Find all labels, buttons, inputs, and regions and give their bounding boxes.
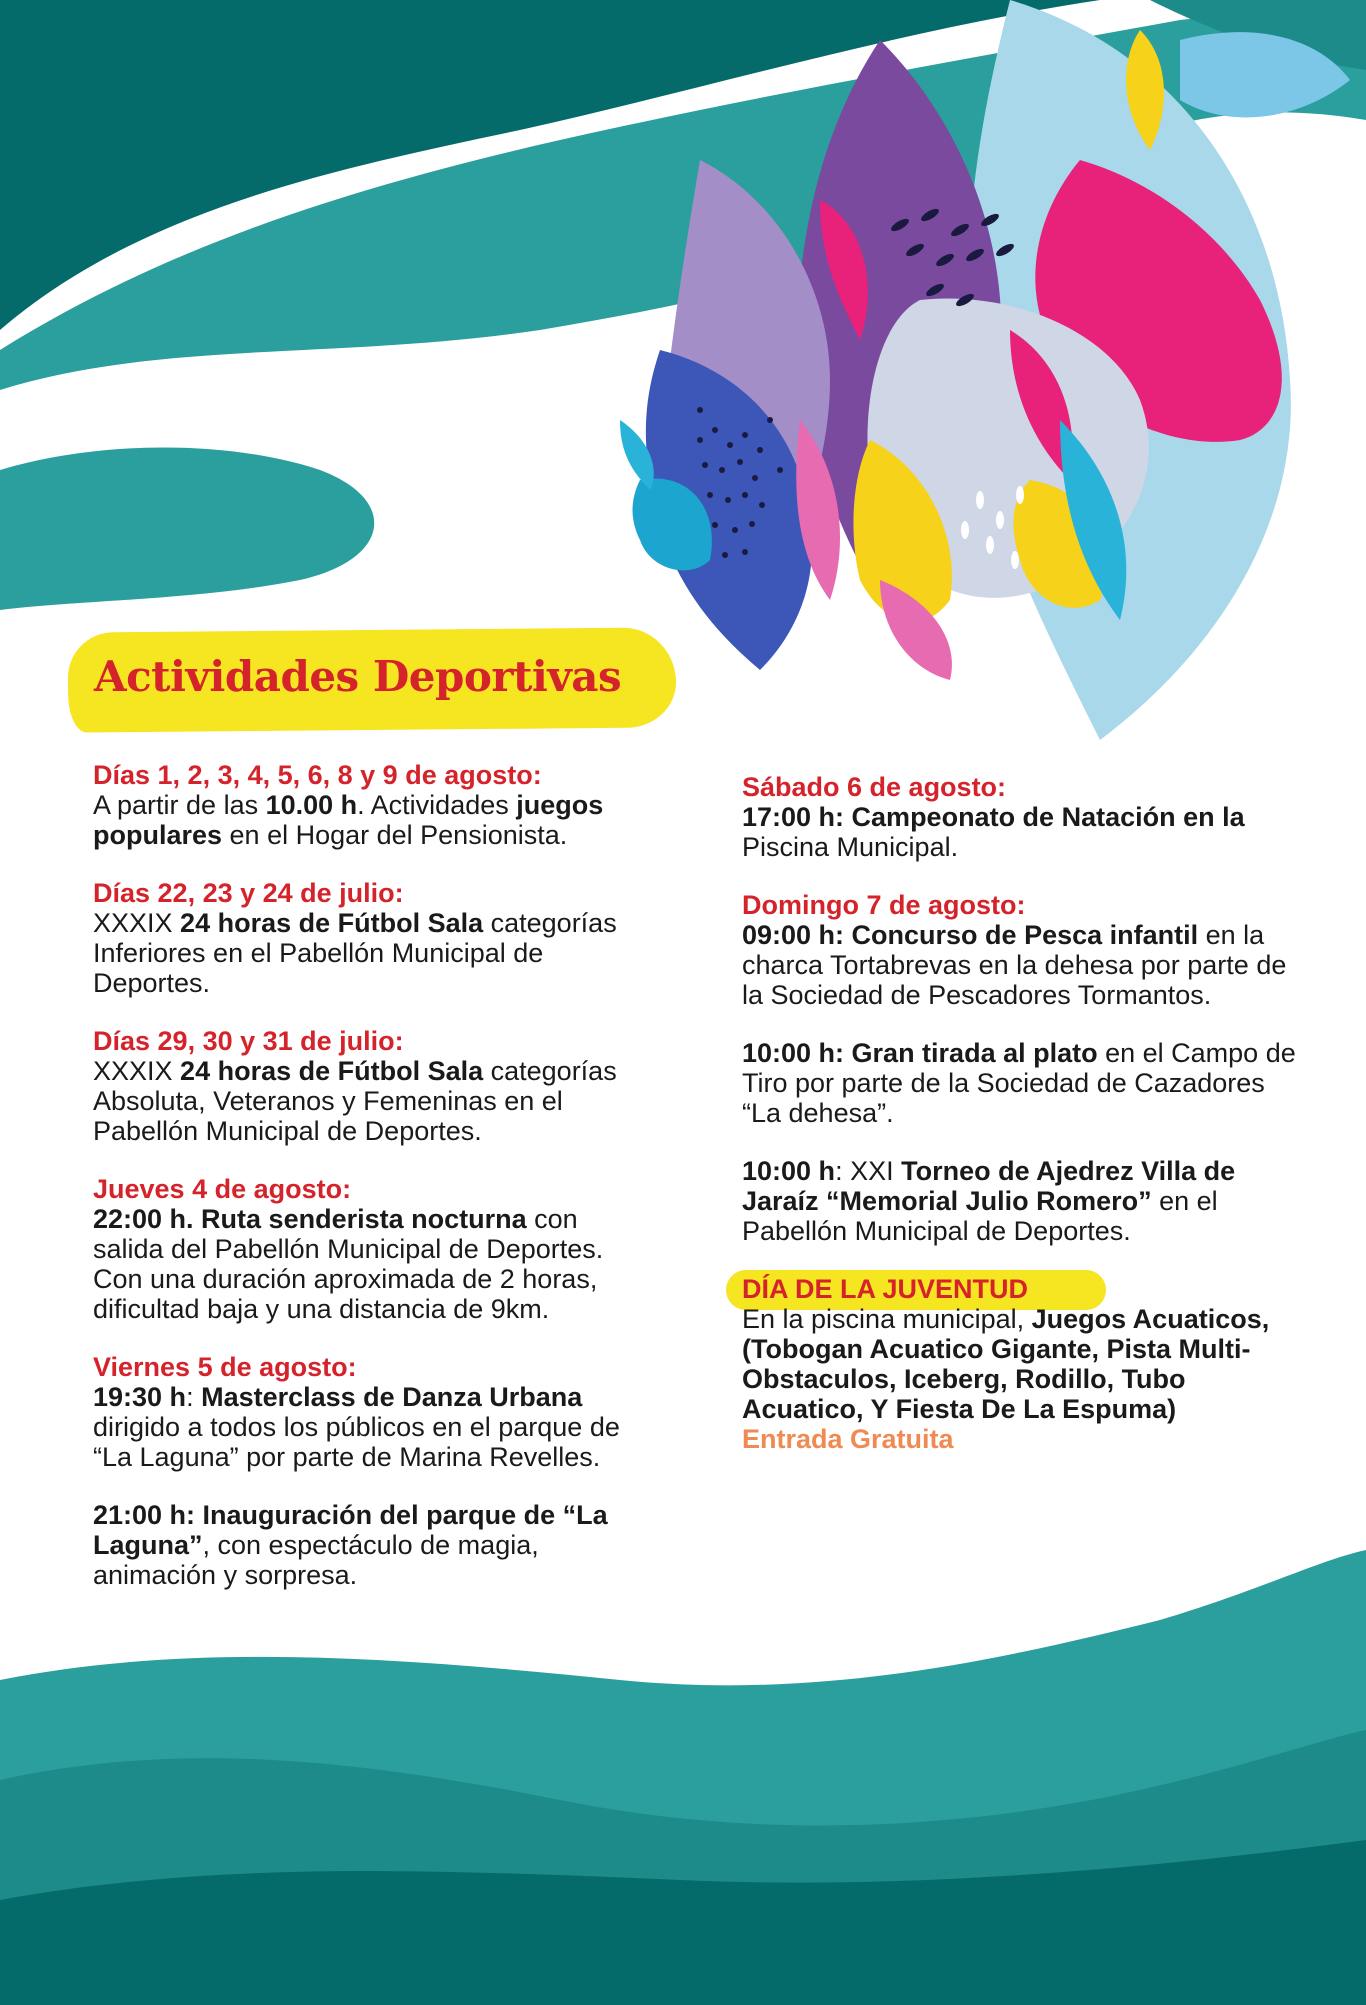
text-line [93,1294,693,1324]
juventud-block [742,1274,1362,1454]
left-teal-blob [0,448,374,611]
text-line [93,1264,693,1294]
activity-block [742,890,1362,1010]
activity-block [742,1156,1362,1246]
bold-text: 09:00 h: Concurso de Pesca infantil [742,920,1199,950]
text-line [93,1382,693,1412]
text-line [742,1098,1362,1128]
text-line [742,802,1362,832]
text: : XXI [835,1156,902,1186]
text: “La dehesa”. [742,1098,894,1128]
text-line [742,1364,1362,1394]
text-line [93,790,693,820]
text-line [93,1412,693,1442]
text-line [93,968,693,998]
activity-block [93,1352,693,1472]
bold-text: 24 horas de Fútbol Sala [180,1056,484,1086]
text: XXXIX [93,908,181,938]
bold-text: 19:30 h [93,1382,187,1412]
text: Inferiores en el Pabellón Municipal de [93,938,544,968]
bold-text: Laguna” [93,1530,203,1560]
bold-text: 10.00 h [265,790,358,820]
text: Pabellón Municipal de Deportes. [93,1116,482,1146]
text: en el [1151,1186,1218,1216]
text-line [93,908,693,938]
text: en el Campo de [1097,1038,1296,1068]
text: En la piscina municipal, [742,1304,1032,1334]
text-line [93,1560,693,1590]
text-line [742,1038,1362,1068]
text: Piscina Municipal. [742,832,959,862]
bold-text: (Tobogan Acuatico Gigante, Pista Multi- [742,1334,1251,1364]
activity-date-heading: Viernes 5 de agosto: [93,1352,357,1382]
activity-block [93,1500,693,1590]
text: la Sociedad de Pescadores Tormantos. [742,980,1212,1010]
activity-date-heading: Días 1, 2, 3, 4, 5, 6, 8 y 9 de agosto: [93,760,542,790]
bold-text: 24 horas de Fútbol Sala [180,908,484,938]
activity-block [93,1026,693,1146]
text: : [186,1382,202,1412]
text-line [93,1116,693,1146]
text: Con una duración aproximada de 2 horas, [93,1264,598,1294]
text-line [93,1500,693,1530]
juventud-heading-text: DÍA DE LA JUVENTUD [742,1274,1029,1304]
bold-text: 10:00 h: Gran tirada al plato [742,1038,1098,1068]
activity-block [93,878,693,998]
text-line [93,820,693,850]
text: charca Tortabrevas en la dehesa por parte de [742,950,1287,980]
activity-block [93,1174,693,1324]
activity-date-heading: Días 29, 30 y 31 de julio: [93,1026,404,1056]
text-line [93,1086,693,1116]
activity-block [93,760,693,850]
bold-text: 10:00 h [742,1156,836,1186]
section-title: Actividades Deportivas [94,652,622,701]
text-line [742,832,1362,862]
text: A partir de las [93,790,266,820]
bold-text: juegos [516,790,604,820]
activity-block [742,772,1362,862]
bold-text: 17:00 h: Campeonato de Natación en la [742,802,1245,832]
text: categorías [483,908,617,938]
text: Deportes. [93,968,211,998]
text-line [93,1530,693,1560]
bold-text: Acuatico, Y Fiesta De La Espuma) [742,1394,1177,1424]
text: con [526,1204,578,1234]
left-column [93,760,693,1590]
text-line [742,950,1362,980]
text: categorías [483,1056,617,1086]
activity-date-heading: Sábado 6 de agosto: [742,772,1007,802]
activity-date-heading: Días 22, 23 y 24 de julio: [93,878,404,908]
bold-text: 22:00 h. Ruta senderista nocturna [93,1204,527,1234]
bold-text: Jaraíz “Memorial Julio Romero” [742,1186,1152,1216]
text-line [93,938,693,968]
bold-text: 21:00 h: Inauguración del parque de “La [93,1500,608,1530]
text: Tiro por parte de la Sociedad de Cazadores [742,1068,1265,1098]
text: en la [1198,920,1265,950]
text-line [742,1156,1362,1186]
activity-date-heading: Domingo 7 de agosto: [742,890,1026,920]
free-entry-label: Entrada Gratuita [742,1424,954,1454]
text-line [742,1068,1362,1098]
text: animación y sorpresa. [93,1560,358,1590]
text: . Actividades [357,790,517,820]
text-line [742,1334,1362,1364]
text-line [93,1056,693,1086]
text-line [742,980,1362,1010]
text-line [93,1204,693,1234]
text-line [742,920,1362,950]
text: Pabellón Municipal de Deportes. [742,1216,1131,1246]
text-line [742,1216,1362,1246]
text: , con espectáculo de magia, [202,1530,539,1560]
bold-text: Masterclass de Danza Urbana [201,1382,583,1412]
section-title-banner [68,630,676,730]
text: “La Laguna” por parte de Marina Revelles. [93,1442,601,1472]
text: XXXIX [93,1056,181,1086]
bold-text: Obstaculos, Iceberg, Rodillo, Tubo [742,1364,1186,1394]
text: dirigido a todos los públicos en el parque de [93,1412,620,1442]
text: Absoluta, Veteranos y Femeninas en el [93,1086,563,1116]
text: dificultad baja y una distancia de 9km. [93,1294,550,1324]
activity-date-heading: Jueves 4 de agosto: [93,1174,352,1204]
text-line [742,1186,1362,1216]
bold-text: populares [93,820,223,850]
text-line [742,1394,1362,1424]
text-line [93,1234,693,1264]
text: salida del Pabellón Municipal de Deportes. [93,1234,604,1264]
text-line [742,1304,1362,1334]
bold-text: Juegos Acuaticos, [1031,1304,1270,1334]
juventud-heading [742,1274,1040,1304]
bold-text: Torneo de Ajedrez Villa de [901,1156,1236,1186]
activity-block [742,1038,1362,1128]
text: en el Hogar del Pensionista. [222,820,568,850]
right-column [742,772,1362,1454]
text-line [93,1442,693,1472]
